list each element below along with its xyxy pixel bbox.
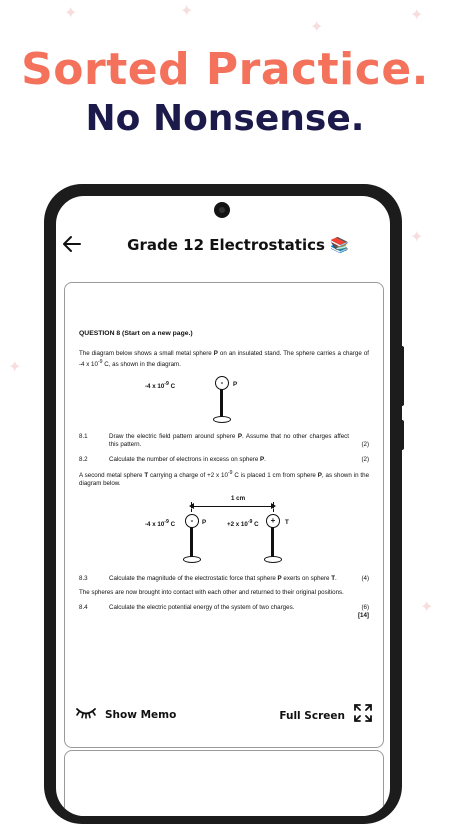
figure-sphere-p — [79, 375, 369, 433]
phone-side-button — [400, 420, 404, 450]
show-memo-button[interactable] — [75, 705, 176, 724]
phone-side-button — [400, 346, 404, 406]
second-sphere-paragraph: A second metal sphere T carrying a charge of +2 x $10^{-9}$ C is placed 1 cm from sphere P, as shown in the diagram below. — [79, 470, 370, 488]
intro-exponent: -9 — [97, 358, 103, 365]
stand-base — [183, 556, 201, 563]
front-camera — [214, 202, 230, 218]
q8-2-number: 8.2 — [79, 455, 88, 463]
intro-paragraph — [79, 350, 369, 369]
fig1-charge-label: -4 x $10^{-9}$ C — [145, 380, 176, 391]
intro-text-a: The diagram below shows a small metal sphere — [79, 350, 214, 358]
sphere-p-negative: - — [215, 376, 229, 390]
question-total: [14] — [357, 611, 369, 619]
decorative-star: ✦ — [410, 229, 424, 246]
decorative-star: ✦ — [64, 5, 78, 22]
question-8-3 — [79, 575, 369, 583]
decorative-star: ✦ — [410, 7, 424, 24]
question-paper-card — [64, 282, 384, 748]
arrow-left-icon[interactable] — [60, 232, 84, 256]
q8-1-marks: (2) — [361, 441, 369, 449]
fig2-right-label: T — [285, 518, 289, 526]
eye-lashes-icon — [75, 705, 97, 724]
decorative-star: ✦ — [310, 19, 324, 36]
fig2-right-charge: +2 x $10^{-9}$ C — [227, 518, 259, 528]
fig2-left-label: P — [202, 518, 207, 526]
stand-base — [264, 556, 282, 563]
question-8-4 — [79, 604, 369, 621]
insulated-stand — [271, 527, 274, 557]
figure-two-spheres — [79, 495, 369, 575]
next-question-card[interactable] — [64, 750, 384, 816]
marketing-headline: Sorted Practice. — [21, 44, 429, 95]
distance-arrow — [191, 506, 273, 507]
decorative-star: ✦ — [8, 359, 22, 376]
fig2-left-charge: -4 x $10^{-9}$ C — [145, 518, 176, 528]
decorative-star: ✦ — [420, 599, 434, 616]
distance-label: 1 cm — [231, 494, 246, 502]
sphere-t-positive: + — [266, 514, 280, 528]
question-8-2 — [79, 456, 369, 464]
q8-4-number: 8.4 — [79, 603, 88, 611]
page-title: Grade 12 Electrostatics 📚 — [127, 236, 349, 254]
intro-text-c: C, as shown in the diagram. — [102, 360, 181, 368]
intro-text-b: on an insulated stand. The sphere carries a charge of -4 x 10 — [79, 350, 369, 368]
q8-3-text: Calculate the magnitude of the electrostatic force that sphere P exerts on sphere T. — [109, 574, 337, 582]
expand-icon — [353, 703, 373, 728]
marketing-subheadline: No Nonsense. — [85, 98, 365, 139]
intro-sphere-p: P — [213, 350, 218, 358]
app-bar — [56, 230, 390, 262]
q8-1-number: 8.1 — [79, 432, 88, 440]
insulated-stand — [190, 527, 193, 557]
sphere-p-negative: - — [185, 514, 199, 528]
insulated-stand — [220, 389, 223, 417]
full-screen-button[interactable] — [279, 703, 373, 728]
decorative-star: ✦ — [180, 3, 194, 20]
phone-screen — [56, 196, 390, 816]
show-memo-label: Show Memo — [105, 708, 177, 721]
contact-paragraph: The spheres are now brought into contact with each other and returned to their original positions. — [79, 589, 344, 597]
q8-3-number: 8.3 — [79, 574, 88, 582]
stand-base — [213, 416, 231, 423]
q8-4-text: Calculate the electric potential energy of the system of two charges. — [109, 603, 295, 611]
dashed-guide — [273, 502, 275, 512]
card-action-bar — [65, 703, 383, 727]
fig1-sphere-label: P — [233, 380, 238, 388]
question-8-1 — [79, 433, 369, 450]
question-paper — [79, 329, 369, 626]
q8-2-marks: (2) — [361, 455, 369, 463]
dashed-guide — [191, 502, 193, 512]
q8-4-marks: (6) [14] — [355, 604, 369, 621]
full-screen-label: Full Screen — [279, 709, 345, 722]
q8-2-text: Calculate the number of electrons in excess on sphere P. — [109, 455, 266, 463]
q8-1-text: Draw the electric field pattern around sphere P. Assume that no other charges affect this pattern. — [109, 432, 349, 449]
question-heading: QUESTION 8 (Start on a new page.) — [79, 330, 193, 337]
q8-3-marks: (4) — [361, 574, 369, 582]
